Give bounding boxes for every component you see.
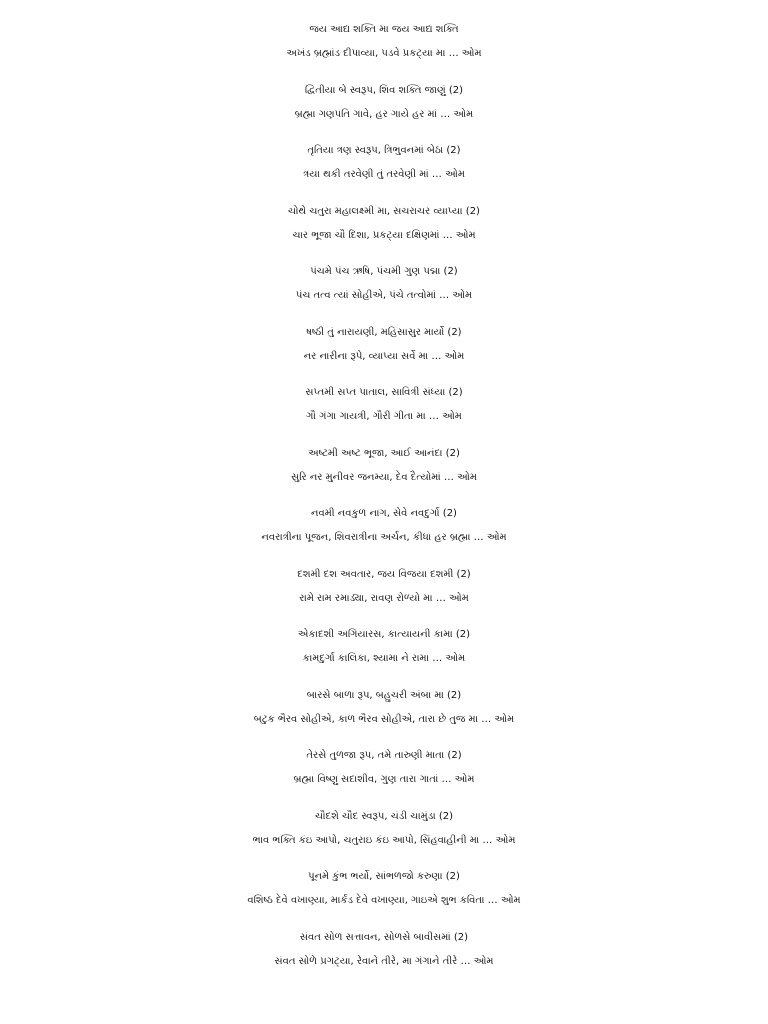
verse-9-line-2: નવરાત્રીના પૂજન, શિવરાત્રીના અર્ચન, કીધા હર બ્રહ્મા … ઓમ bbox=[261, 532, 507, 543]
verse-8-line-1: અષ્ટમી અષ્ટ ભૂજા, આઈ આનંદા (2) bbox=[308, 447, 460, 459]
verse-2-line-1: દ્વિતીયા બે સ્વરૂપ, શિવ શક્તિ જાણું (2) bbox=[304, 84, 464, 96]
verse-4 bbox=[0, 200, 768, 248]
verse-13-line-1: તેરસે તુળજા રૂપ, તમે તારુણી માતા (2) bbox=[306, 750, 462, 761]
verse-7-line-1: સપ્તમી સપ્ત પાતાલ, સાવિત્રી સંધ્યા (2) bbox=[305, 387, 463, 398]
verse-11-line-1: એકાદશી અગિયારસ, કાત્યાયની કામા (2) bbox=[297, 629, 471, 640]
verse-11 bbox=[0, 623, 768, 671]
verse-8-line-2: સુરિ નર મુનીવર જનમ્યા, દેવ દૈત્યોમાં … ઓમ bbox=[291, 471, 477, 483]
verse-15-line-2: વશિષ્ઠ દેવે વખાણ્યા, માર્કંડ દેવે વખાણ્યા, ગાઇએ શુભ કવિતા … ઓમ bbox=[247, 895, 521, 906]
verse-9 bbox=[0, 502, 768, 550]
verse-1 bbox=[0, 18, 768, 66]
verse-10-line-2: રામે રામ રમાડ્યા, રાવણ રોળ્યો મા … ઓમ bbox=[299, 592, 469, 604]
verse-15 bbox=[0, 865, 768, 913]
verse-6 bbox=[0, 321, 768, 369]
verse-5 bbox=[0, 260, 768, 308]
verse-15-line-1: પૂનમે કુંભ ભર્યો, સાંભળજો કરુણા (2) bbox=[308, 871, 460, 882]
verse-10-line-1: દશમી દશ અવતાર, જય વિજયા દશમી (2) bbox=[297, 568, 471, 580]
verse-13-line-2: બ્રહ્મા વિષ્ણુ સદાશીવ, ગુણ તારા ગાતાં … ઓમ bbox=[293, 774, 475, 785]
verse-2-line-2: બ્રહ્મા ગણપતિ ગાવે, હર ગાયે હર માં … ઓમ bbox=[294, 108, 474, 120]
verse-1-line-1: જય આદ્ય શક્તિ મા જય આદ્ય શક્તિ bbox=[309, 24, 459, 35]
verse-12 bbox=[0, 684, 768, 732]
verse-4-line-2: ચાર ભૂજા ચૌ દિશા, પ્રકટ્યા દક્ષિણમાં … ઓમ bbox=[292, 229, 476, 241]
verse-12-line-2: બટુક ભૈરવ સોહીએ, કાળ ભૈરવ સોહીએ, તારા છે તુજ મા … ઓમ bbox=[253, 713, 515, 725]
verse-8 bbox=[0, 442, 768, 490]
verse-7-line-2: ગૌ ગંગા ગાયત્રી, ગૌરી ગીતા મા … ઓમ bbox=[306, 411, 462, 422]
verse-9-line-1: નવમી નવકુળ નાગ, સેવે નવદુર્ગા (2) bbox=[311, 508, 457, 519]
verse-5-line-1: પંચમે પંચ ઋષિ, પંચમી ગુણ પદ્મા (2) bbox=[310, 266, 458, 277]
verse-14-line-2: ભાવ ભક્તિ કંઇ આપો, ચતુરાઇ કંઇ આપો, સિંહવાહીની મા … ઓમ bbox=[252, 834, 516, 846]
verse-14-line-1: ચૌદશે ચૌદ સ્વરૂપ, ચંડી ચામુંડા (2) bbox=[314, 810, 454, 822]
verse-16-line-1: સંવત સોળ સત્તાવન, સોળસે બાવીસમાં (2) bbox=[299, 931, 469, 943]
verse-11-line-2: કામદુર્ગા કાલિકા, શ્યામા ને રામા … ઓમ bbox=[302, 653, 466, 664]
verse-7 bbox=[0, 381, 768, 429]
verse-3-line-1: તૃતિયા ત્રણ સ્વરૂપ, ત્રિભુવનમાં બેઠા (2) bbox=[307, 145, 461, 156]
verse-6-line-1: ષષ્ઠી તું નારાયણી, મહિસાસુર માર્યો (2) bbox=[306, 326, 462, 338]
verse-3 bbox=[0, 139, 768, 187]
verse-10 bbox=[0, 563, 768, 611]
verse-13 bbox=[0, 744, 768, 792]
verse-16 bbox=[0, 926, 768, 974]
verse-2 bbox=[0, 79, 768, 127]
verse-14 bbox=[0, 805, 768, 853]
verse-6-line-2: નર નારીના રૂપે, વ્યાપ્યા સર્વે મા … ઓમ bbox=[303, 350, 465, 362]
verse-12-line-1: બારસે બાળા રૂપ, બહુચરી અંબા મા (2) bbox=[306, 689, 462, 701]
verse-1-line-2: અખંડ બ્રહ્માંડ દીપાવ્યા, પડવે પ્રકટ્યા મા … ઓમ bbox=[286, 48, 482, 59]
verse-16-line-2: સંવત સોળે પ્રગટ્યા, રેવાને તીરે, મા ગંગાને તીરે … ઓમ bbox=[274, 955, 494, 967]
verse-5-line-2: પંચ તત્વ ત્યાં સોહીએ, પંચે તત્વોમાં … ઓમ bbox=[295, 290, 473, 301]
verse-4-line-1: ચોથે ચતુરા મહાલક્ષ્મી મા, સચરાચર વ્યાપ્યા (2) bbox=[288, 205, 480, 217]
verse-3-line-2: ત્રયા થકી તરવેણી તું તરવેણી માં … ઓમ bbox=[303, 169, 465, 180]
